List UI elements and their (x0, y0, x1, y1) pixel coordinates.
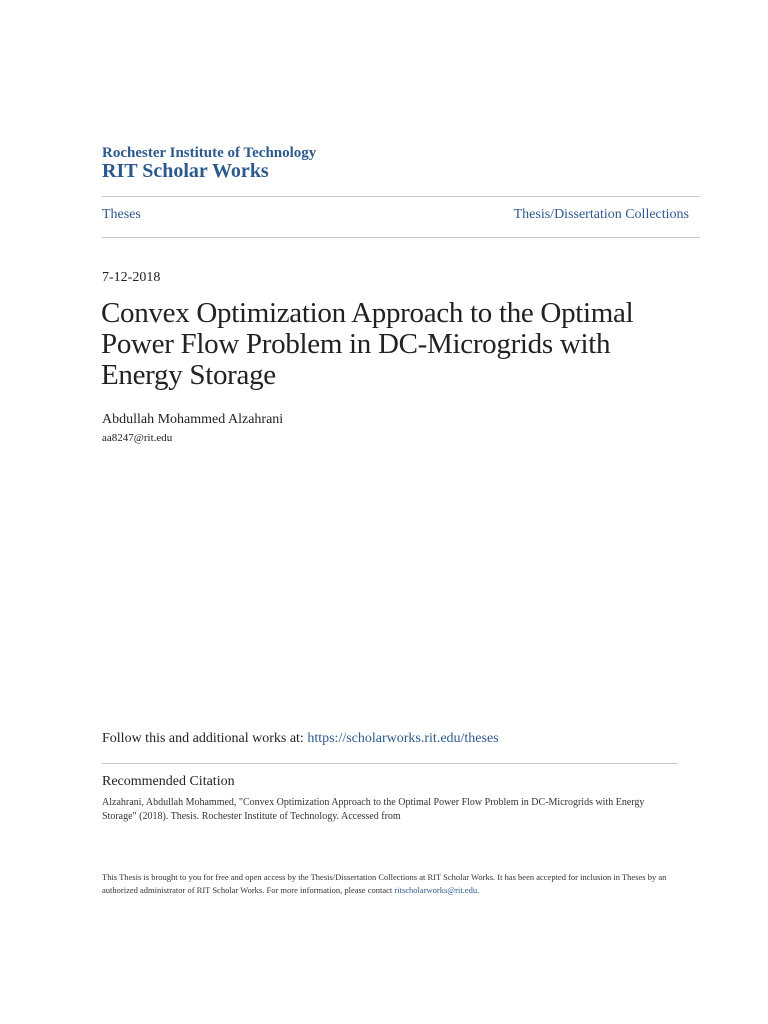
header-divider-bottom (102, 237, 700, 238)
access-notice (102, 871, 672, 897)
author-name: Abdullah Mohammed Alzahrani (102, 412, 284, 427)
institution-name: Rochester Institute of Technology (102, 145, 317, 161)
theses-link[interactable]: Theses (102, 207, 141, 222)
follow-line (102, 731, 499, 747)
contact-email-link[interactable]: ritscholarworks@rit.edu (394, 885, 478, 895)
notice-suffix: . (477, 885, 480, 895)
document-title: Convex Optimization Approach to the Optimal Power Flow Problem in DC-Microgrids with Energy Storage (101, 297, 634, 391)
follow-prefix: Follow this and additional works at: (102, 731, 308, 746)
citation-text: Alzahrani, Abdullah Mohammed, "Convex Optimization Approach to the Optimal Power Flow Problem in DC-Microgrids with Energy Storage" (2018). Thesis. Rochester Institute of Technology. Accessed from (102, 797, 645, 822)
author-email: aa8247@rit.edu (102, 432, 173, 444)
header-divider-top (102, 196, 700, 197)
citation-divider (102, 763, 678, 764)
repository-name[interactable]: RIT Scholar Works (102, 160, 269, 182)
citation-heading: Recommended Citation (102, 774, 235, 789)
theses-url-link[interactable]: https://scholarworks.rit.edu/theses (307, 731, 499, 746)
notice-text: This Thesis is brought to you for free and open access by the Thesis/Dissertation Collections at RIT Scholar Works. It has been accepted for inclusion in Theses by an authorized administrator of RIT Scholar Works. For more information, please contact (102, 872, 667, 895)
publication-date: 7-12-2018 (102, 270, 161, 285)
collections-link[interactable]: Thesis/Dissertation Collections (513, 207, 689, 222)
